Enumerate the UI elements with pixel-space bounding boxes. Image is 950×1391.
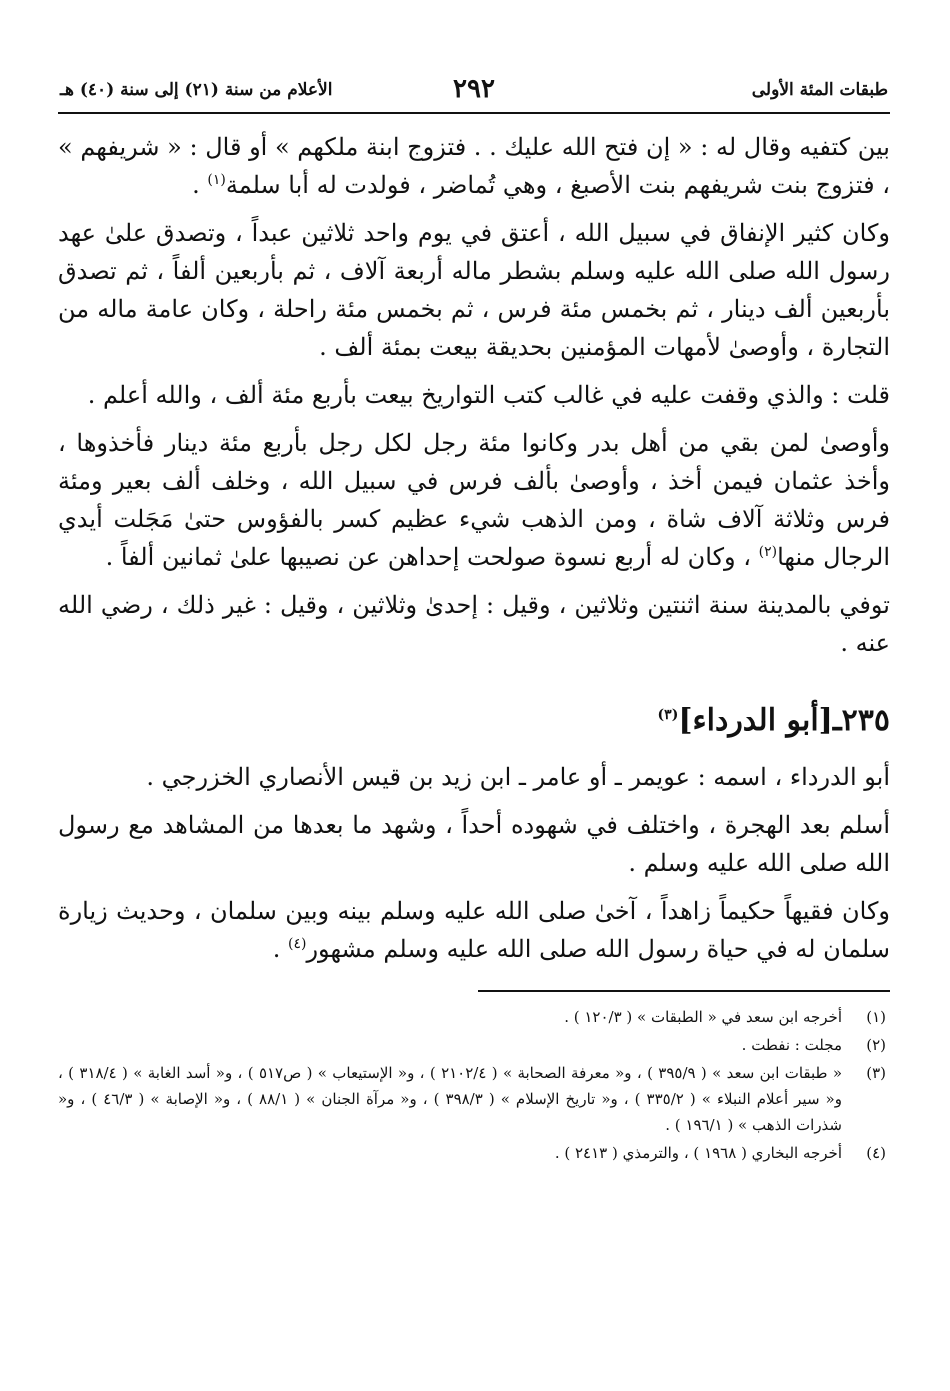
paragraph-text: أبو الدرداء ، اسمه : عويمر ـ أو عامر ـ ابن زيد بن قيس الأنصاري الخزرجي .: [146, 763, 890, 791]
footnote-item: [58, 1140, 890, 1166]
paragraph: [58, 806, 890, 882]
footnotes: [58, 1004, 890, 1166]
paragraph: [58, 586, 890, 662]
footnote-text: أخرجه البخاري ( ١٩٦٨ ) ، والترمذي ( ٢٤١٣ ) .: [554, 1144, 842, 1162]
paragraph: [58, 892, 890, 968]
footnote-ref[interactable]: (٢): [758, 544, 778, 560]
footnote-ref[interactable]: (٣): [657, 707, 679, 723]
footnote-item: [58, 1032, 890, 1058]
footnote-divider: [478, 990, 890, 992]
paragraph-text: أسلم بعد الهجرة ، واختلف في شهوده أحداً ، وشهد ما بعدها من المشاهد مع رسول الله صلى الله عليه وسلم .: [58, 811, 890, 877]
entry-name: [أبو الدرداء]: [678, 703, 833, 738]
entry-heading: [58, 702, 890, 740]
footnote-item: [58, 1004, 890, 1030]
footnote-number: (٢): [866, 1036, 886, 1054]
paragraph-text: وكان فقيهاً حكيماً زاهداً ، آخىٰ صلى الله عليه وسلم بينه وبين سلمان ، وحديث زيارة سلمان له في حياة رسول الله صلى الله عليه وسلم مشهور: [58, 897, 890, 963]
paragraph-text: قلت : والذي وقفت عليه في غالب كتب التواريخ بيعت بأربع مئة ألف ، والله أعلم .: [87, 381, 890, 409]
footnote-number: (١): [866, 1008, 886, 1026]
paragraph-text: بين كتفيه وقال له : « إن فتح الله عليك . . فتزوج ابنة ملكهم » أو قال : « شريفهم » ، فتزوج بنت شريفهم بنت الأصبغ ، وهي تُماضر ، فولدت له أبا سلمة: [58, 133, 890, 199]
header-book-title: طبقات المئة الأولى: [751, 80, 888, 100]
running-header: [58, 68, 890, 114]
footnote-text: مجلت : نفطت .: [741, 1036, 842, 1054]
footnote-ref[interactable]: (٤): [287, 936, 307, 952]
paragraph: [58, 376, 890, 414]
entry-number: ٢٣٥: [841, 703, 890, 738]
paragraph: [58, 214, 890, 366]
footnote-text: « طبقات ابن سعد » ( ٣٩٥/٩ ) ، و« معرفة الصحابة » ( ٢١٠٢/٤ ) ، و« الإستيعاب » ( ص٥١٧ ) ، و« أسد الغابة » ( ٣١٨/٤ ) ، و« سير أعلام النبلاء » ( ٣٣٥/٢ ) ، و« تاريخ الإسلام » ( ٣٩٨/٣ ) ، و« مرآة الجنان » ( ٨٨/١ ) ، و« الإصابة » ( ٤٦/٣ ) ، و« شذرات الذهب » ( ١٩٦/١ ) .: [58, 1064, 843, 1134]
footnote-number: (٣): [866, 1064, 886, 1082]
paragraph-text: توفي بالمدينة سنة اثنتين وثلاثين ، وقيل : إحدىٰ وثلاثين ، وقيل : غير ذلك ، رضي الله عنه .: [58, 591, 890, 657]
main-text: [58, 128, 890, 968]
paragraph: [58, 424, 890, 576]
paragraph-text: وكان كثير الإنفاق في سبيل الله ، أعتق في يوم واحد ثلاثين عبداً ، وتصدق علىٰ عهد رسول الله صلى الله عليه وسلم بشطر ماله أربعة آلاف ، ثم بأربعين ألفاً ، ثم تصدق بأربعين ألف دينار ، ثم بخمس مئة فرس ، ثم بخمس مئة راحلة ، وكان عامة ماله من التجارة ، وأوصىٰ لأمهات المؤمنين بحديقة بيعت بمئة ألف .: [58, 219, 890, 361]
book-page: [58, 68, 890, 1368]
paragraph: [58, 758, 890, 796]
footnote-ref[interactable]: (١): [207, 172, 226, 188]
paragraph-tail: ، وكان له أربع نسوة صولحت إحداهن عن نصيبها علىٰ ثمانين ألفاً .: [105, 543, 759, 571]
header-page-number: ٢٩٢: [453, 74, 495, 104]
footnote-number: (٤): [866, 1144, 886, 1162]
footnote-text: أخرجه ابن سعد في « الطبقات » ( ١٢٠/٣ ) .: [564, 1008, 842, 1026]
header-year-range: الأعلام من سنة (٢١) إلى سنة (٤٠) هـ: [60, 80, 333, 100]
paragraph-text: وأوصىٰ لمن بقي من أهل بدر وكانوا مئة رجل لكل رجل بأربع مئة دينار فأخذوها ، وأخذ عثمان فيمن أخذ ، وأوصىٰ بألف فرس في سبيل الله ، وخلف ألف بعير ومئة فرس وثلاثة آلاف شاة ، ومن الذهب شيء عظيم كسر بالفؤوس حتىٰ مَجَلت أيدي الرجال منها: [58, 429, 891, 571]
paragraph-tail: .: [272, 935, 288, 963]
paragraph-tail: .: [192, 171, 208, 199]
footnote-item: [58, 1060, 890, 1138]
paragraph: [58, 128, 890, 204]
entry-dash: ـ: [832, 703, 842, 738]
